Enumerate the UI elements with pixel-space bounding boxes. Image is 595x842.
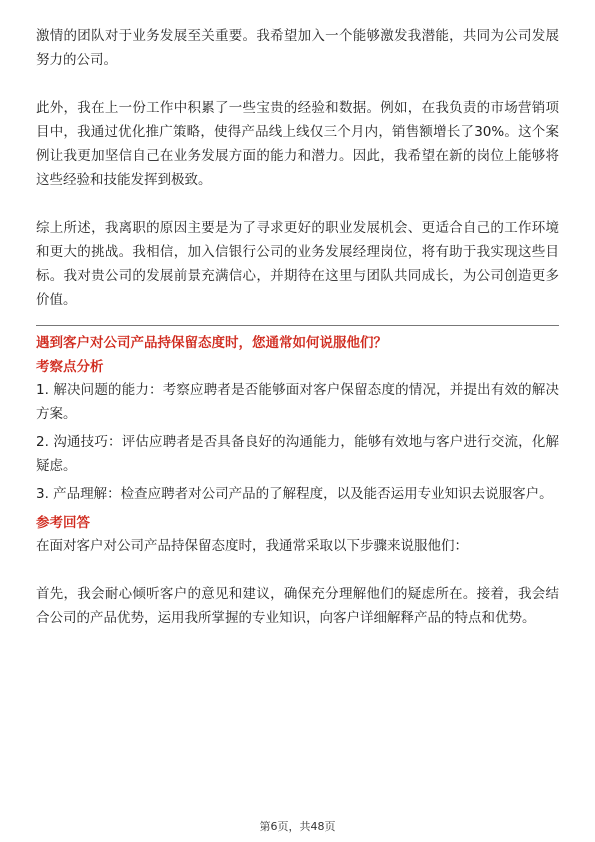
- intro-paragraph-2: 此外，我在上一份工作中积累了一些宝贵的经验和数据。例如，在我负责的市场营销项目中，我通过优化推广策略，使得产品线上线仅三个月内，销售额增长了30%。这个案例让我更加坚信自己在业务发展方面的能力和潜力。因此，我希望在新的岗位上能够将这些经验和技能发挥到极致。: [36, 100, 559, 188]
- interview-question: 遇到客户对公司产品持保留态度时，您通常如何说服他们？: [36, 335, 387, 351]
- answer-heading: 参考回答: [36, 515, 90, 531]
- page-number-footer: 第6页，共48页: [259, 820, 336, 833]
- document-page: [36, 24, 559, 630]
- answer-paragraph-1: 在面对客户对公司产品持保留态度时，我通常采取以下步骤来说服他们：: [36, 538, 468, 554]
- analysis-point-2: 2. 沟通技巧：评估应聘者是否具备良好的沟通能力，能够有效地与客户进行交流，化解疑虑。: [36, 434, 559, 474]
- paragraph-gap: [36, 192, 559, 216]
- intro-paragraph-3: 综上所述，我离职的原因主要是为了寻求更好的职业发展机会、更适合自己的工作环境和更大的挑战。我相信，加入信银行公司的业务发展经理岗位，将有助于我实现这些目标。我对贵公司的发展前景充满信心，并期待在这里与团队共同成长，为公司创造更多价值。: [36, 220, 559, 308]
- analysis-point-3: 3. 产品理解：检查应聘者对公司产品的了解程度，以及能否运用专业知识去说服客户。: [36, 486, 553, 502]
- answer-paragraph-2: 首先，我会耐心倾听客户的意见和建议，确保充分理解他们的疑虑所在。接着，我会结合公司的产品优势，运用我所掌握的专业知识，向客户详细解释产品的特点和优势。: [36, 586, 559, 626]
- analysis-heading: 考察点分析: [36, 359, 104, 375]
- section-divider: [36, 325, 559, 326]
- paragraph-gap: [36, 72, 559, 96]
- analysis-point-1: 1. 解决问题的能力：考察应聘者是否能够面对客户保留态度的情况，并提出有效的解决方案。: [36, 382, 559, 422]
- intro-paragraph-1: 激情的团队对于业务发展至关重要。我希望加入一个能够激发我潜能，共同为公司发展努力的公司。: [36, 28, 559, 68]
- paragraph-gap: [36, 558, 559, 582]
